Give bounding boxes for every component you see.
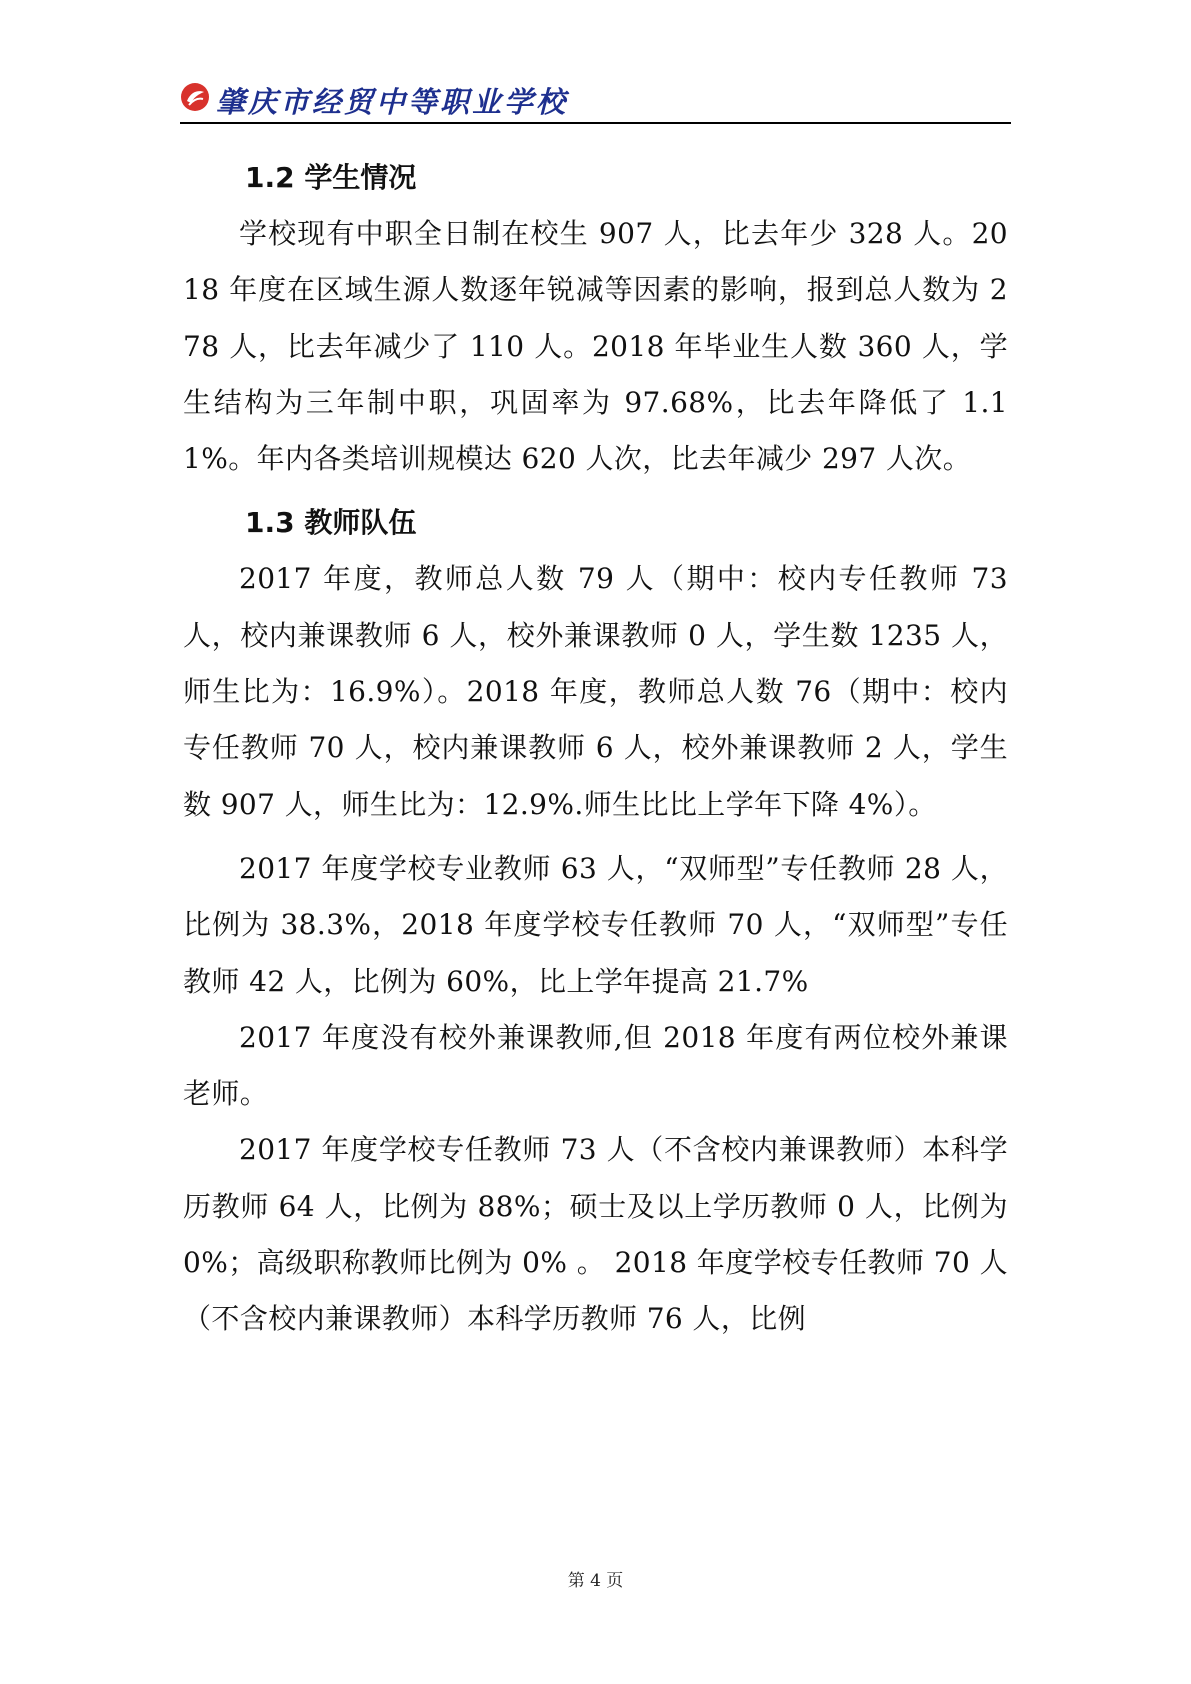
school-name: 肇庆市经贸中等职业学校 — [216, 85, 569, 119]
paragraph: 2017 年度学校专业教师 63 人，“双师型”专任教师 28 人，比例为 38.3%，2018 年度学校专任教师 70 人，“双师型”专任教师 42 人，比例为 60%，比上学年提高 21.7% — [183, 851, 1008, 998]
paragraph: 2017 年度没有校外兼课教师,但 2018 年度有两位校外兼课老师。 — [183, 1020, 1008, 1111]
page-header — [180, 78, 1011, 122]
paragraph: 2017 年度，教师总人数 79 人（期中：校内专任教师 73 人，校内兼课教师 6 人，校外兼课教师 0 人，学生数 1235 人，师生比为：16.9%）。2018 年度，教师总人数 76（期中：校内专任教师 70 人，校内兼课教师 6 人，校外兼课教师 2 人，学生数 907 人，师生比为：12.9%.师生比比上学年下降 4%）。 — [183, 562, 1008, 821]
page-number: 第 4 页 — [567, 1571, 624, 1591]
document-body — [183, 150, 1008, 1348]
header-divider — [180, 122, 1011, 124]
paragraph: 2017 年度学校专任教师 73 人（不含校内兼课教师）本科学历教师 64 人，比例为 88%；硕士及以上学历教师 0 人，比例为 0%；高级职称教师比例为 0% 。 2018 年度学校专任教师 70 人（不含校内兼课教师）本科学历教师 76 人，比例 — [183, 1133, 1008, 1336]
paragraph: 学校现有中职全日制在校生 907 人，比去年少 328 人。2018 年度在区域生源人数逐年锐减等因素的影响，报到总人数为 278 人，比去年减少了 110 人。2018 年毕业生人数 360 人，学生结构为三年制中职，巩固率为 97.68%，比去年降低了 1.11%。年内各类培训规模达 620 人次，比去年减少 297 人次。 — [183, 217, 1008, 476]
school-emblem-icon — [180, 82, 210, 112]
section-heading-students: 1.2 学生情况 — [245, 161, 417, 194]
section-heading-teachers: 1.3 教师队伍 — [245, 506, 417, 540]
